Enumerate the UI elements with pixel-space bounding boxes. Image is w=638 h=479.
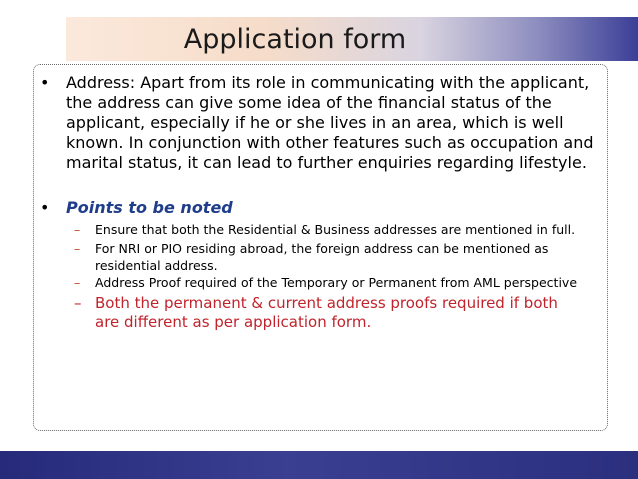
slide-title: Application form	[183, 24, 407, 55]
address-paragraph: Address: Apart from its role in communicating with the applicant, the address can give some idea of the financial status of the applicant, especially if he or she lives in an area, which is well known. In conjunction with other features such as occupation and marital status, it can lead to further enquiries regarding lifestyle.	[66, 73, 594, 172]
sub-point: Address Proof required of the Temporary or Permanent from AML perspective	[95, 275, 578, 290]
points-heading: Points to be noted	[66, 198, 233, 217]
dash-marker: –	[74, 241, 81, 256]
dash-marker: –	[74, 222, 81, 237]
sub-point: Ensure that both the Residential & Business addresses are mentioned in full.	[95, 222, 576, 237]
dash-marker: –	[74, 275, 81, 290]
sub-point-highlight: Both the permanent & current address proofs required if both are different as per application form.	[95, 294, 558, 331]
dash-marker: –	[74, 294, 82, 312]
bullet-marker: •	[40, 73, 50, 92]
sub-point: For NRI or PIO residing abroad, the foreign address can be mentioned as residential address.	[95, 241, 549, 273]
bullet-marker: •	[40, 198, 50, 217]
footer-bar	[0, 451, 638, 479]
